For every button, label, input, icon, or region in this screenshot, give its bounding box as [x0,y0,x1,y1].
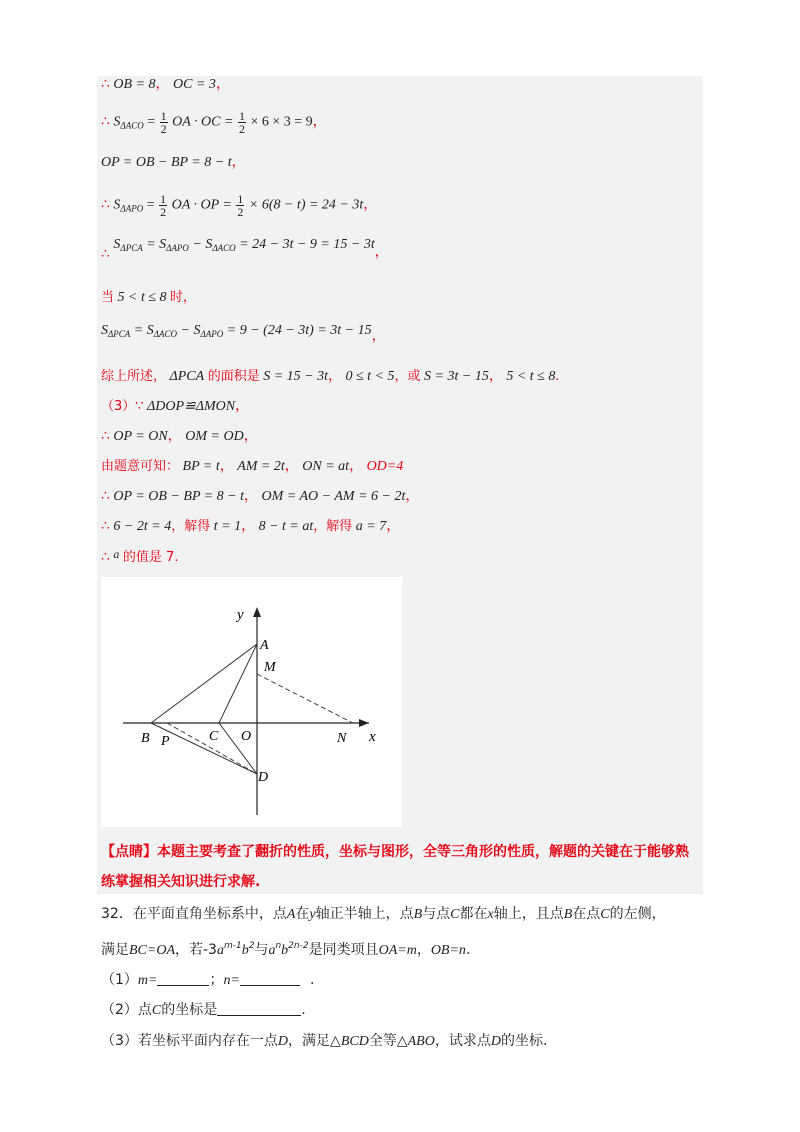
math-expr: 6 − 2t = 4 [113,519,172,534]
comma: ， [215,77,230,92]
area-subscript: ΔAPO [120,203,144,214]
label-point-n: N [337,731,347,746]
comment-text: 练掌握相关知识进行求解. [101,874,261,890]
therefore-symbol: ∴ [101,489,110,504]
area-symbol: S [113,237,121,252]
area-symbol: S [113,114,121,130]
math-expr: × 6(8 − t) = 24 − 3t [248,197,364,213]
equals: = [147,114,156,130]
equals: = [146,197,155,213]
comment-text: 本题主要考查了翻折的性质，坐标与图形，全等三角形的性质，解题的关键在于能够熟 [157,844,689,860]
comma: ， [284,459,299,474]
area-subscript: ΔACO [120,120,144,131]
label-point-d: D [258,770,269,785]
label-solve: ，解得 [313,519,353,534]
therefore-symbol: ∴ [101,197,110,213]
math-expr: OA · OP = [171,197,232,213]
label-point-m: M [264,660,276,675]
math-expr: = S [146,237,167,252]
label-point-c: C [209,729,219,744]
math-expr: × 6 × 3 = 9 [250,114,313,130]
comma: ， [167,429,182,444]
solution-line-11 [101,458,403,476]
segment-cd [219,723,257,774]
math-expr: 8 − t = at [258,519,314,534]
math-range: 5 < t ≤ 8 [506,369,556,384]
question-part-2: （2）点C的坐标是 . [101,1002,306,1018]
solution-line-2 [101,110,327,135]
math-expr: OM = OD [185,429,244,444]
comma: ， [363,197,378,213]
segment-ba [151,644,257,723]
math-expr: OA · OC = [172,114,234,130]
math-range: 0 ≤ t < 5 [345,369,395,384]
answer-blank-n[interactable] [240,971,300,986]
comment-tag: 【点睛】 [101,844,157,860]
solution-line-14 [101,548,178,567]
math-od: OD=4 [366,459,404,474]
comma: ， [312,114,327,130]
segment-ca [219,644,257,723]
question-line-2: 满足BC=OA，若$-3a^{m-1}b^2$与$a^nb^{2n-2}$是同类项且OA=m，OB=n. [101,941,471,958]
comma: ， [488,369,503,384]
solution-line-9 [101,398,249,416]
comma: ， [231,155,246,170]
label-x-axis: x [369,729,376,745]
question-part-1: （1）m= ；n= . [101,972,315,988]
therefore-symbol: ∴ [101,77,110,92]
math-expr: = 9 − (24 − 3t) = 3t − 15 [226,323,372,338]
area-subscript: ΔPCA [108,329,131,339]
label-when: 当 [101,290,115,305]
math-expr: BP = t [182,459,220,474]
figure-svg [101,577,402,827]
area-subscript: ΔAPO [200,329,224,339]
comma: ， [241,519,256,534]
label-point-a: A [260,638,269,653]
comma: ， [219,459,234,474]
therefore-symbol: ∴ [101,247,110,262]
area-subscript: ΔACO [212,243,236,253]
answer-blank-c-coordinate[interactable] [217,1001,301,1016]
solution-line-7 [101,322,386,343]
math-triangle: ΔPCA [169,369,205,384]
y-axis-arrow-icon [253,607,261,617]
label-y-axis: y [237,607,244,623]
label-area-is: 的面积是 [207,369,260,384]
math-expr: OM = AO − AM = 6 − 2t [261,489,406,504]
math-range: 5 < t ≤ 8 [117,290,167,305]
question-part-3: （3）若坐标平面内存在一点D，满足△BCD全等△ABO，试求点D的坐标. [101,1033,548,1049]
math-expr: OP = OB − BP = 8 − t [101,155,232,170]
fraction-half: $\frac{1}{2}$ [160,192,167,219]
math-a: a [113,547,120,561]
comma: ， [243,429,258,444]
comma: ， [371,329,386,344]
question-line-1: 32．在平面直角坐标系中，点A在y轴正半轴上，点B与点C都在x轴上，且点B在点C的左侧， [101,906,666,922]
math-expr: OP = ON [113,429,168,444]
label-point-b: B [141,731,150,746]
label-solve: ，解得 [171,519,211,534]
math-expr: − S [180,323,201,338]
label-or: ，或 [394,369,421,384]
solution-line-3 [101,154,246,172]
math-oc: OC = 3 [173,77,216,92]
solution-line-13 [101,518,400,536]
solution-line-10 [101,428,258,446]
math-expr: AM = 2t [237,459,285,474]
comment-line-2 [101,873,260,891]
comma: ， [349,459,364,474]
solution-line-4 [101,193,377,218]
solution-line-8 [101,368,559,386]
math-expr: S = 15 − 3t [263,369,328,384]
fraction-half: $\frac{1}{2}$ [238,109,245,136]
label-point-o: O [241,729,252,744]
part-3-because: （3）∵ [101,399,144,414]
period: . [555,369,559,384]
answer-blank-m[interactable] [157,971,209,986]
area-subscript: ΔPCA [120,243,143,253]
label-point-p: P [161,734,170,749]
math-ob: OB = 8 [113,77,156,92]
comment-line-1 [101,843,689,861]
area-symbol: S [113,197,121,213]
math-expr: ON = at [302,459,350,474]
label-time: 时， [170,290,197,305]
area-symbol: S [101,323,108,338]
area-subscript: ΔAPO [166,243,189,253]
fraction-half: $\frac{1}{2}$ [160,109,167,136]
math-expr: = S [133,323,154,338]
comma: ， [235,399,250,414]
therefore-symbol: ∴ [101,519,110,534]
fraction-half: $\frac{1}{2}$ [237,192,244,219]
therefore-symbol: ∴ [101,429,110,444]
solution-line-5 [101,236,389,262]
solution-line-1 [101,76,230,94]
math-expr: t = 1 [213,519,242,534]
label-known: 由题意可知： [101,459,180,474]
label-summary: 综上所述， [101,369,167,384]
comma: ， [244,489,259,504]
solution-line-12 [101,488,419,506]
comma: ， [374,245,389,260]
comma: ， [386,519,401,534]
solution-line-6 [101,289,196,307]
math-congruence: ΔDOP≌ΔMON [147,399,236,414]
x-axis-arrow-icon [359,719,369,727]
math-expr: OP = OB − BP = 8 − t [113,489,245,504]
therefore-symbol: ∴ [101,550,110,565]
math-expr: = 24 − 3t − 9 = 15 − 3t [239,237,375,252]
math-expr: S = 3t − 15 [424,369,489,384]
geometry-figure [101,577,402,827]
math-expr: − S [192,237,213,252]
therefore-symbol: ∴ [101,114,110,130]
comma: ， [405,489,420,504]
comma: ， [155,77,170,92]
segment-mn-dashed [257,674,353,723]
comma: ， [328,369,342,384]
label-value-is: 的值是 7. [122,550,179,565]
area-subscript: ΔACO [153,329,178,339]
math-expr: a = 7 [355,519,387,534]
